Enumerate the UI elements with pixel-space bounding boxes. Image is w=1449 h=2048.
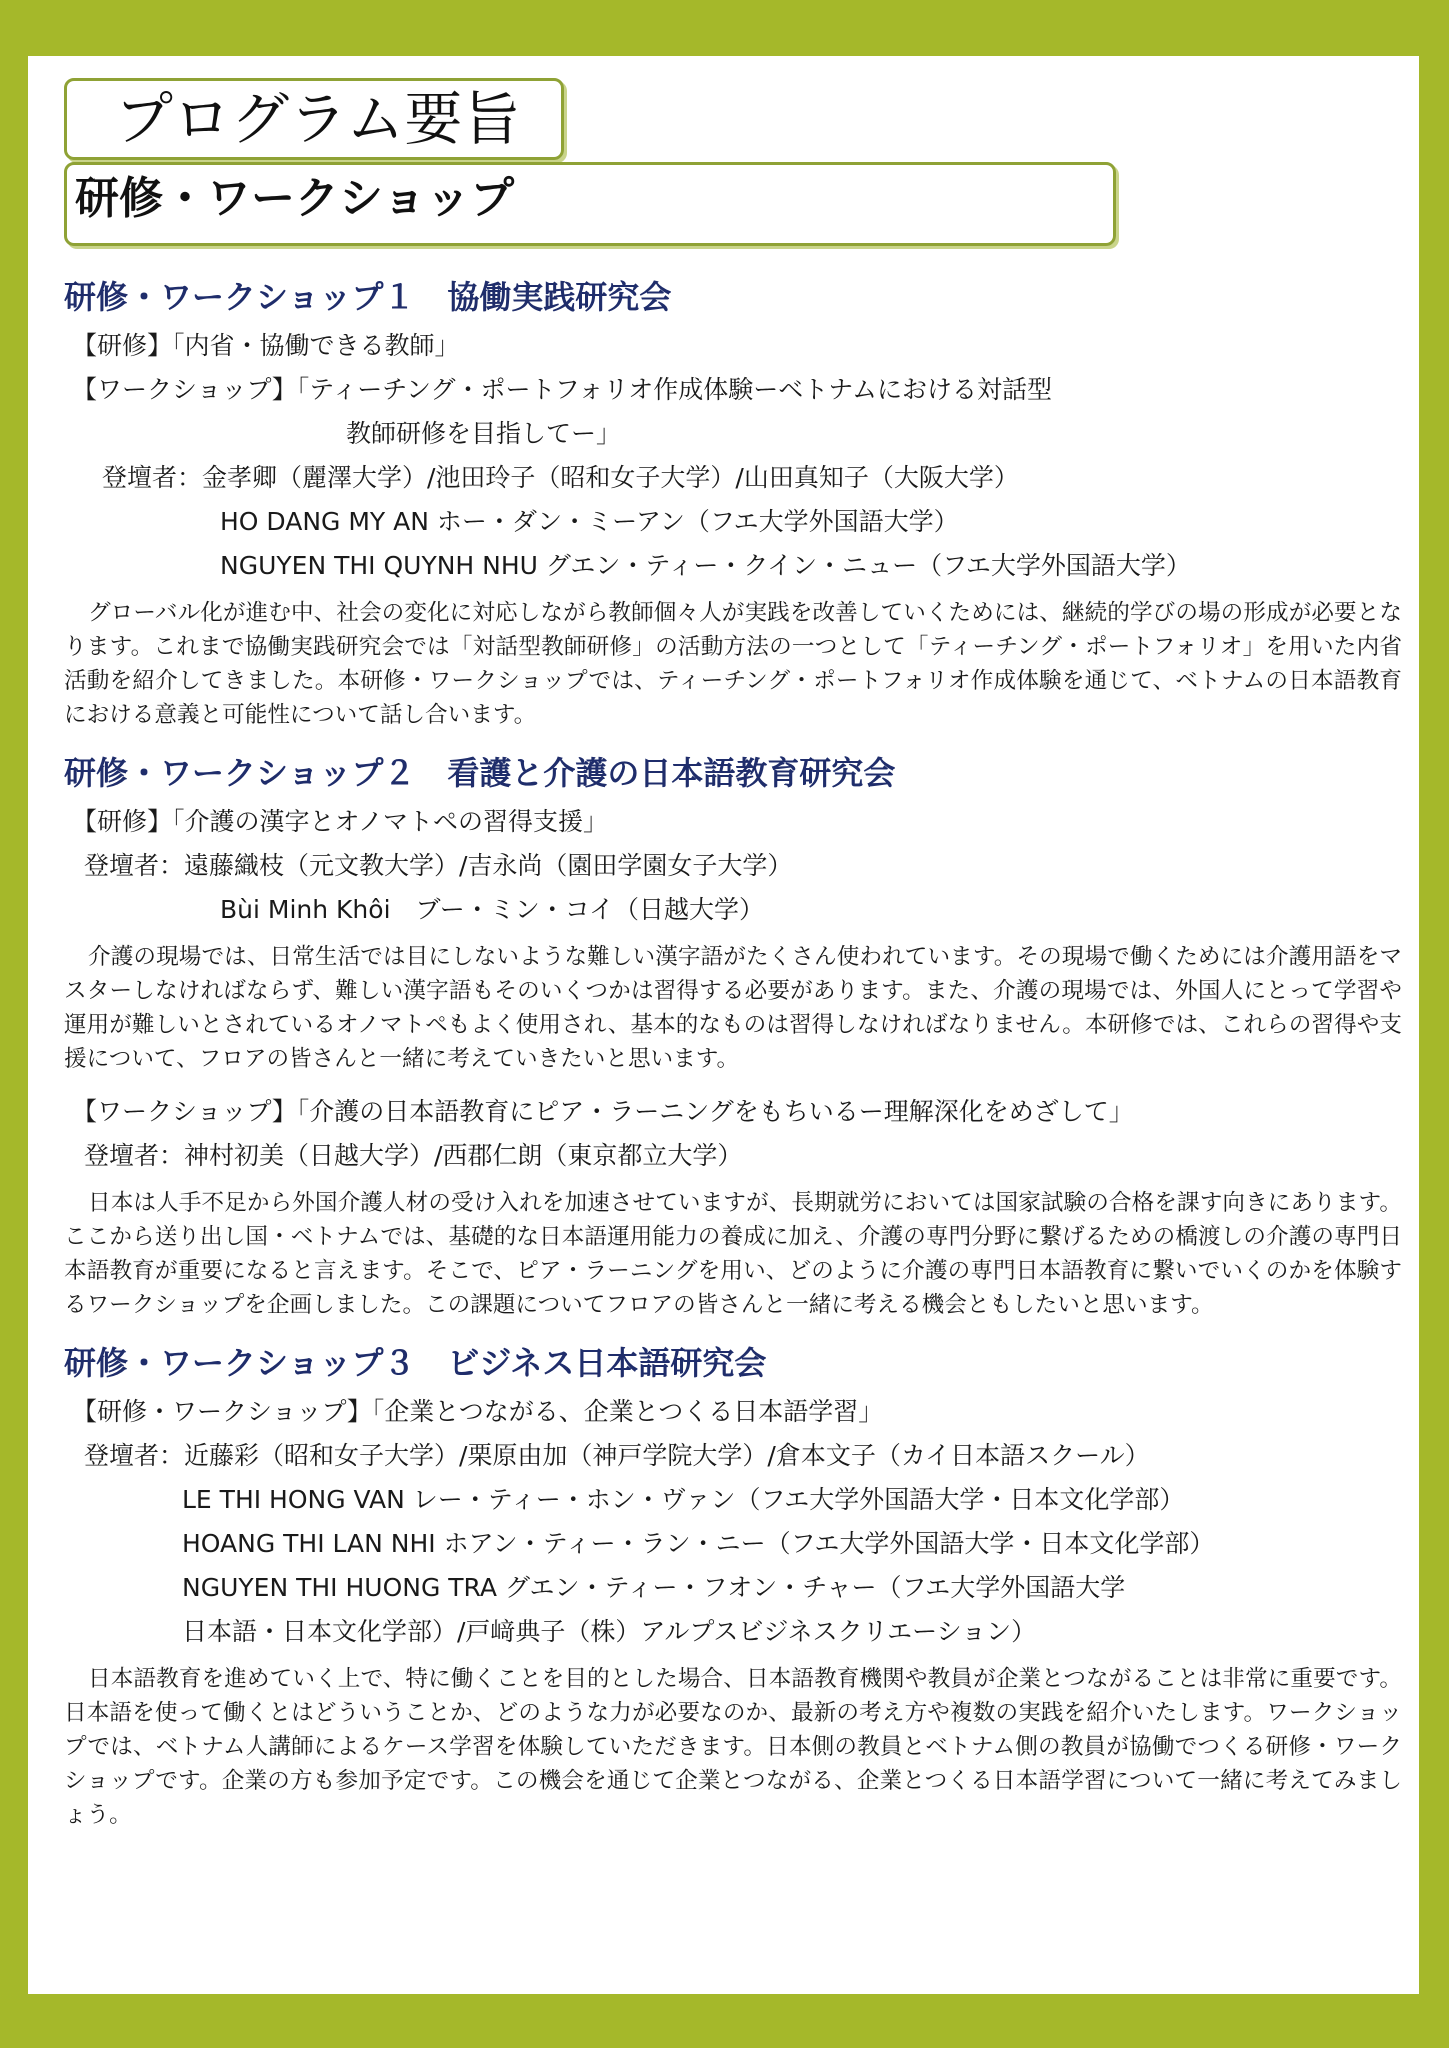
page	[28, 56, 1419, 1994]
workshop-2-workshop-speakers: 登壇者：神村初美（日越大学）/西郡仁朗（東京都立大学）	[84, 1141, 743, 1170]
workshop-3-speakers-line1: 登壇者：近藤彩（昭和女子大学）/栗原由加（神戸学院大学）/倉本文子（カイ日本語スクール）	[84, 1441, 1150, 1470]
workshop-2-speakers-line1: 登壇者：遠藤織枝（元文教大学）/吉永尚（園田学園女子大学）	[84, 851, 793, 880]
workshop-1-workshop-line1: 【ワークショップ】「ティーチング・ポートフォリオ作成体験ーベトナムにおける対話型	[72, 375, 1053, 404]
workshop-3-speakers-line5: 日本語・日本文化学部）/戸﨑典子（株）アルプスビジネスクリエーション）	[182, 1617, 1037, 1646]
workshop-1-heading: 研修・ワークショップ１ 協働実践研究会	[64, 278, 672, 316]
workshop-3-description: 日本語教育を進めていく上で、特に働くことを目的とした場合、日本語教育機関や教員が企業とつながることは非常に重要です。日本語を使って働くとはどういうことか、どのような力が必要なのか、最新の考え方や複数の実践を紹介いたします。ワークショップでは、ベトナム人講師によるケース学習を体験していただきます。日本側の教員とベトナム側の教員が協働でつくる研修・ワークショップです。企業の方も参加予定です。この機会を通じて企業とつながる、企業とつくる日本語学習について一緒に考えてみましょう。	[64, 1666, 1402, 1828]
section-title: 研修・ワークショップ	[64, 162, 1116, 246]
workshop-2-heading: 研修・ワークショップ２ 看護と介護の日本語教育研究会	[64, 754, 896, 792]
workshop-2-workshop: 【ワークショップ】「介護の日本語教育にピア・ラーニングをもちいるー理解深化をめざして」	[72, 1097, 1134, 1126]
workshop-1-speakers-line2: HO DANG MY AN ホー・ダン・ミーアン（フエ大学外国語大学）	[220, 507, 959, 536]
workshop-1-speakers-line3: NGUYEN THI QUYNH NHU グエン・ティー・クイン・ニュー（フエ大学外国語大学）	[220, 551, 1191, 580]
workshop-2-speakers-line2: Bùi Minh Khôi ブー・ミン・コイ（日越大学）	[220, 895, 765, 924]
workshop-3	[64, 1336, 1404, 1832]
workshop-1-workshop-line2: 教師研修を目指してー」	[346, 419, 622, 448]
workshop-2	[64, 746, 1404, 1322]
workshop-3-speakers-line4: NGUYEN THI HUONG TRA グエン・ティー・フオン・チャー（フエ大学外国語大学	[182, 1573, 1126, 1602]
workshop-1-speakers-line1: 登壇者：金孝卿（麗澤大学）/池田玲子（昭和女子大学）/山田真知子（大阪大学）	[102, 463, 1019, 492]
workshop-3-training: 【研修・ワークショップ】「企業とつながる、企業とつくる日本語学習」	[72, 1397, 884, 1426]
workshop-2-workshop-description: 日本は人手不足から外国介護人材の受け入れを加速させていますが、長期就労においては国家試験の合格を課す向きにあります。ここから送り出し国・ベトナムでは、基礎的な日本語運用能力の養成に加え、介護の専門分野に繋げるための橋渡しの介護の専門日本語教育が重要になると言えます。そこで、ピア・ラーニングを用い、どのように介護の専門日本語教育に繋いでいくのかを体験するワークショップを企画しました。この課題についてフロアの皆さんと一緒に考える機会ともしたいと思います。	[64, 1190, 1402, 1318]
workshop-1-training: 【研修】「内省・協働できる教師」	[72, 331, 460, 360]
workshop-2-training: 【研修】「介護の漢字とオノマトペの習得支援」	[72, 807, 609, 836]
workshop-1-description: グローバル化が進む中、社会の変化に対応しながら教師個々人が実践を改善していくためには、継続的学びの場の形成が必要となります。これまで協働実践研究会では「対話型教師研修」の活動方法の一つとして「ティーチング・ポートフォリオ」を用いた内省活動を紹介してきました。本研修・ワークショップでは、ティーチング・ポートフォリオ作成体験を通じて、ベトナムの日本語教育における意義と可能性について話し合います。	[64, 600, 1402, 728]
workshop-2-training-description: 介護の現場では、日常生活では目にしないような難しい漢字語がたくさん使われています。その現場で働くためには介護用語をマスターしなければならず、難しい漢字語もそのいくつかは習得する必要があります。また、介護の現場では、外国人にとって学習や運用が難しいとされているオノマトペもよく使用され、基本的なものは習得しなければなりません。本研修では、これらの習得や支援について、フロアの皆さんと一緒に考えていきたいと思います。	[64, 944, 1402, 1072]
workshop-1	[64, 270, 1404, 732]
program-title: プログラム要旨	[64, 78, 564, 160]
workshop-3-speakers-line2: LE THI HONG VAN レー・ティー・ホン・ヴァン（フエ大学外国語大学・日本文化学部）	[182, 1485, 1185, 1514]
workshop-3-speakers-line3: HOANG THI LAN NHI ホアン・ティー・ラン・ニー（フエ大学外国語大学・日本文化学部）	[182, 1529, 1215, 1558]
workshop-3-heading: 研修・ワークショップ３ ビジネス日本語研究会	[64, 1344, 767, 1382]
content	[64, 270, 1404, 1846]
